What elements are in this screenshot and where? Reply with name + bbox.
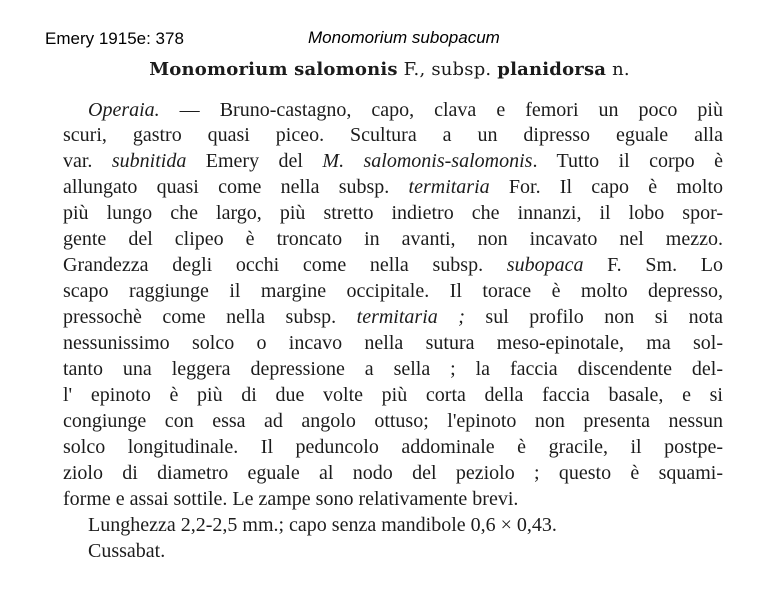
text-line: pressochè come nella subsp. termitaria ; sul profilo non si nota	[63, 306, 724, 328]
text-line: ziolo di diametro eguale al nodo del peziolo ; questo è squami-	[63, 462, 723, 484]
text-line: Operaia. — Bruno-castagno, capo, clava e femori un poco più	[88, 99, 723, 121]
measurements-line: Lunghezza 2,2-2,5 mm.; capo senza mandibole 0,6 × 0,43.	[88, 514, 557, 536]
text-line: l' epinoto è più di due volte più corta della faccia basale, e si	[63, 384, 723, 406]
text-line: forme e assai sottile. Le zampe sono relativamente brevi.	[63, 488, 519, 510]
taxon-name: Monomorium salomonis	[149, 59, 398, 80]
citation-label: Emery 1915e: 378	[45, 29, 184, 48]
species-label: Monomorium subopacum	[308, 28, 500, 47]
text-line: congiunge con essa ad angolo ottuso; l'epinoto non presenta nessun	[63, 410, 723, 432]
text-line: scuri, gastro quasi piceo. Scultura a un dipresso eguale alla	[63, 124, 723, 146]
taxon-status: n.	[612, 59, 630, 80]
taxon-title: Monomorium salomonis F., subsp. planidorsa n.	[149, 59, 630, 80]
text-line: var. subnitida Emery del M. salomonis-salomonis. Tutto il corpo è	[63, 150, 724, 172]
text-line: nessunissimo solco o incavo nella sutura meso-epinotale, ma sol-	[63, 332, 723, 354]
taxon-rank: subsp.	[431, 59, 492, 80]
locality-line: Cussabat.	[88, 540, 166, 562]
taxon-subspecies: planidorsa	[497, 59, 607, 80]
text-line: allungato quasi come nella subsp. termitaria For. Il capo è molto	[63, 176, 723, 198]
text-line: scapo raggiunge il margine occipitale. Il torace è molto depresso,	[63, 280, 723, 302]
text-line: solco longitudinale. Il peduncolo addominale è gracile, il postpe-	[63, 436, 723, 458]
text-line: più lungo che largo, più stretto indietro che innanzi, il lobo spor-	[63, 202, 723, 224]
taxon-author: F.	[403, 59, 420, 80]
text-line: tanto una leggera depressione a sella ; la faccia discendente del-	[63, 358, 723, 380]
text-line: gente del clipeo è troncato in avanti, non incavato nel mezzo.	[63, 228, 723, 250]
text-line: Grandezza degli occhi come nella subsp. subopaca F. Sm. Lo	[63, 254, 723, 276]
